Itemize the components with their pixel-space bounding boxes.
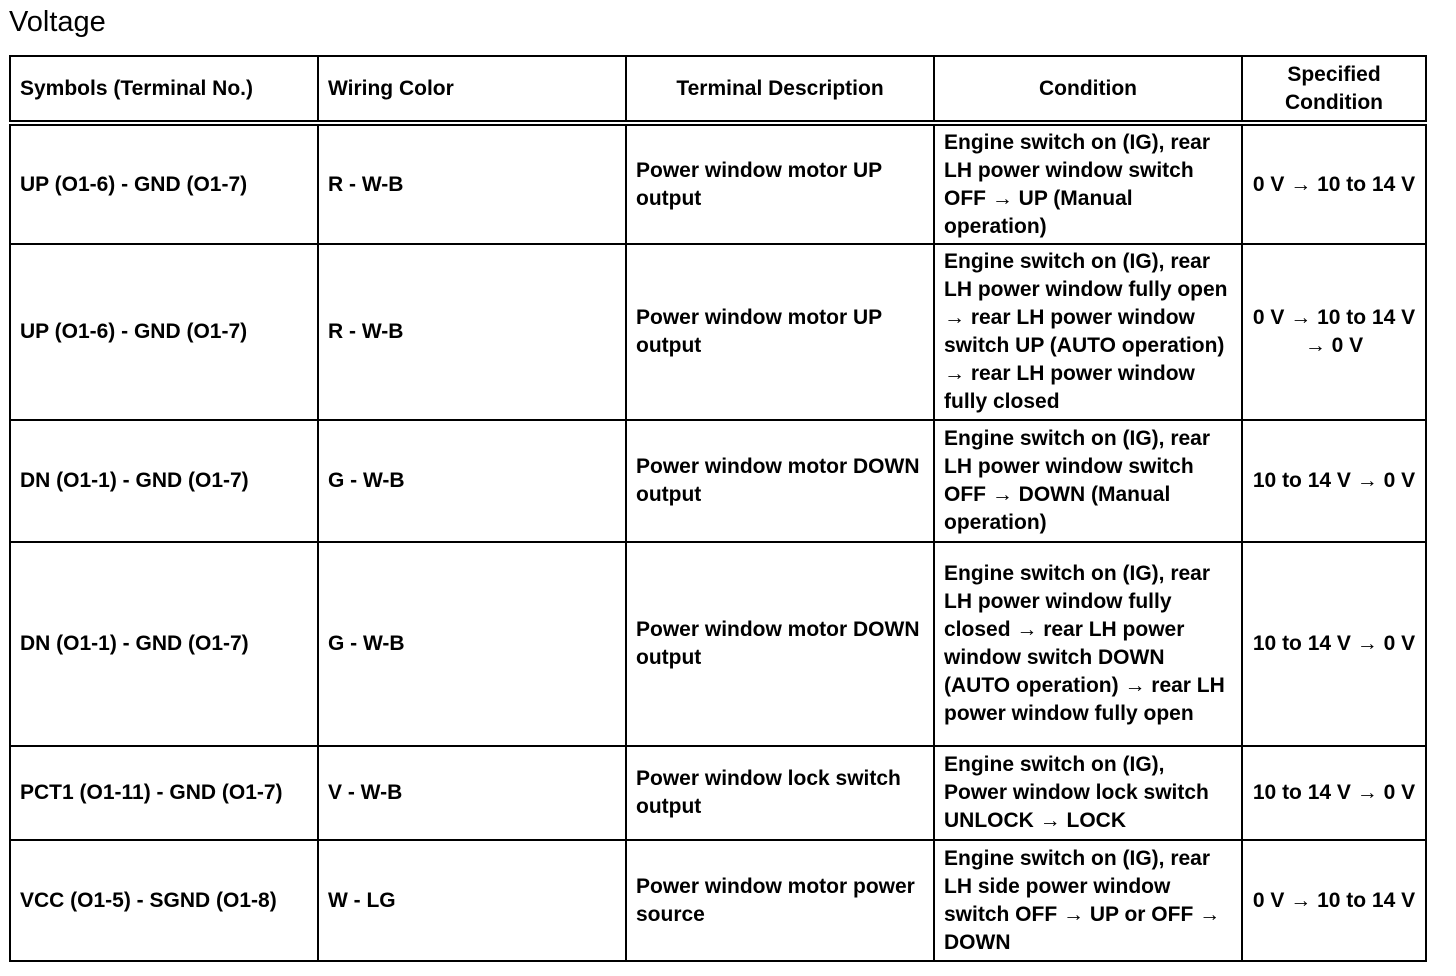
cell-specified-condition: 0 V → 10 to 14 V bbox=[1242, 123, 1426, 244]
table-row bbox=[10, 244, 1426, 420]
cell-wiring-color: R - W-B bbox=[318, 244, 626, 420]
header-condition: Condition bbox=[934, 56, 1242, 123]
cell-wiring-color: W - LG bbox=[318, 840, 626, 961]
header-terminal-description: Terminal Description bbox=[626, 56, 934, 123]
cell-wiring-color: V - W-B bbox=[318, 746, 626, 840]
cell-condition: Engine switch on (IG), rear LH side power window switch OFF → UP or OFF → DOWN bbox=[934, 840, 1242, 961]
header-specified-condition: Specified Condition bbox=[1242, 56, 1426, 123]
page-title: Voltage bbox=[9, 6, 106, 38]
table-header-row bbox=[10, 56, 1426, 123]
table-row bbox=[10, 420, 1426, 542]
cell-condition: Engine switch on (IG), rear LH power window fully closed → rear LH power window switch DOWN (AUTO operation) → rear LH power window fully open bbox=[934, 542, 1242, 746]
cell-specified-condition: 10 to 14 V → 0 V bbox=[1242, 746, 1426, 840]
cell-terminal-description: Power window motor power source bbox=[626, 840, 934, 961]
cell-symbols: UP (O1-6) - GND (O1-7) bbox=[10, 244, 318, 420]
cell-specified-condition: 10 to 14 V → 0 V bbox=[1242, 420, 1426, 542]
cell-terminal-description: Power window motor UP output bbox=[626, 123, 934, 244]
cell-condition: Engine switch on (IG), rear LH power window fully open → rear LH power window switch UP (AUTO operation) → rear LH power window fully closed bbox=[934, 244, 1242, 420]
cell-wiring-color: G - W-B bbox=[318, 542, 626, 746]
cell-symbols: DN (O1-1) - GND (O1-7) bbox=[10, 542, 318, 746]
cell-specified-condition: 0 V → 10 to 14 V bbox=[1242, 840, 1426, 961]
table-row bbox=[10, 123, 1426, 244]
header-wiring-color: Wiring Color bbox=[318, 56, 626, 123]
cell-specified-condition: 0 V → 10 to 14 V → 0 V bbox=[1242, 244, 1426, 420]
cell-terminal-description: Power window motor DOWN output bbox=[626, 542, 934, 746]
cell-terminal-description: Power window motor DOWN output bbox=[626, 420, 934, 542]
cell-condition: Engine switch on (IG), rear LH power window switch OFF → DOWN (Manual operation) bbox=[934, 420, 1242, 542]
cell-condition: Engine switch on (IG), Power window lock switch UNLOCK → LOCK bbox=[934, 746, 1242, 840]
cell-symbols: PCT1 (O1-11) - GND (O1-7) bbox=[10, 746, 318, 840]
cell-terminal-description: Power window motor UP output bbox=[626, 244, 934, 420]
cell-symbols: DN (O1-1) - GND (O1-7) bbox=[10, 420, 318, 542]
table-row bbox=[10, 840, 1426, 961]
cell-condition: Engine switch on (IG), rear LH power window switch OFF → UP (Manual operation) bbox=[934, 123, 1242, 244]
cell-wiring-color: G - W-B bbox=[318, 420, 626, 542]
table-row bbox=[10, 746, 1426, 840]
voltage-table bbox=[9, 55, 1427, 962]
cell-terminal-description: Power window lock switch output bbox=[626, 746, 934, 840]
table-row bbox=[10, 542, 1426, 746]
cell-symbols: UP (O1-6) - GND (O1-7) bbox=[10, 123, 318, 244]
header-symbols: Symbols (Terminal No.) bbox=[10, 56, 318, 123]
cell-wiring-color: R - W-B bbox=[318, 123, 626, 244]
cell-symbols: VCC (O1-5) - SGND (O1-8) bbox=[10, 840, 318, 961]
cell-specified-condition: 10 to 14 V → 0 V bbox=[1242, 542, 1426, 746]
